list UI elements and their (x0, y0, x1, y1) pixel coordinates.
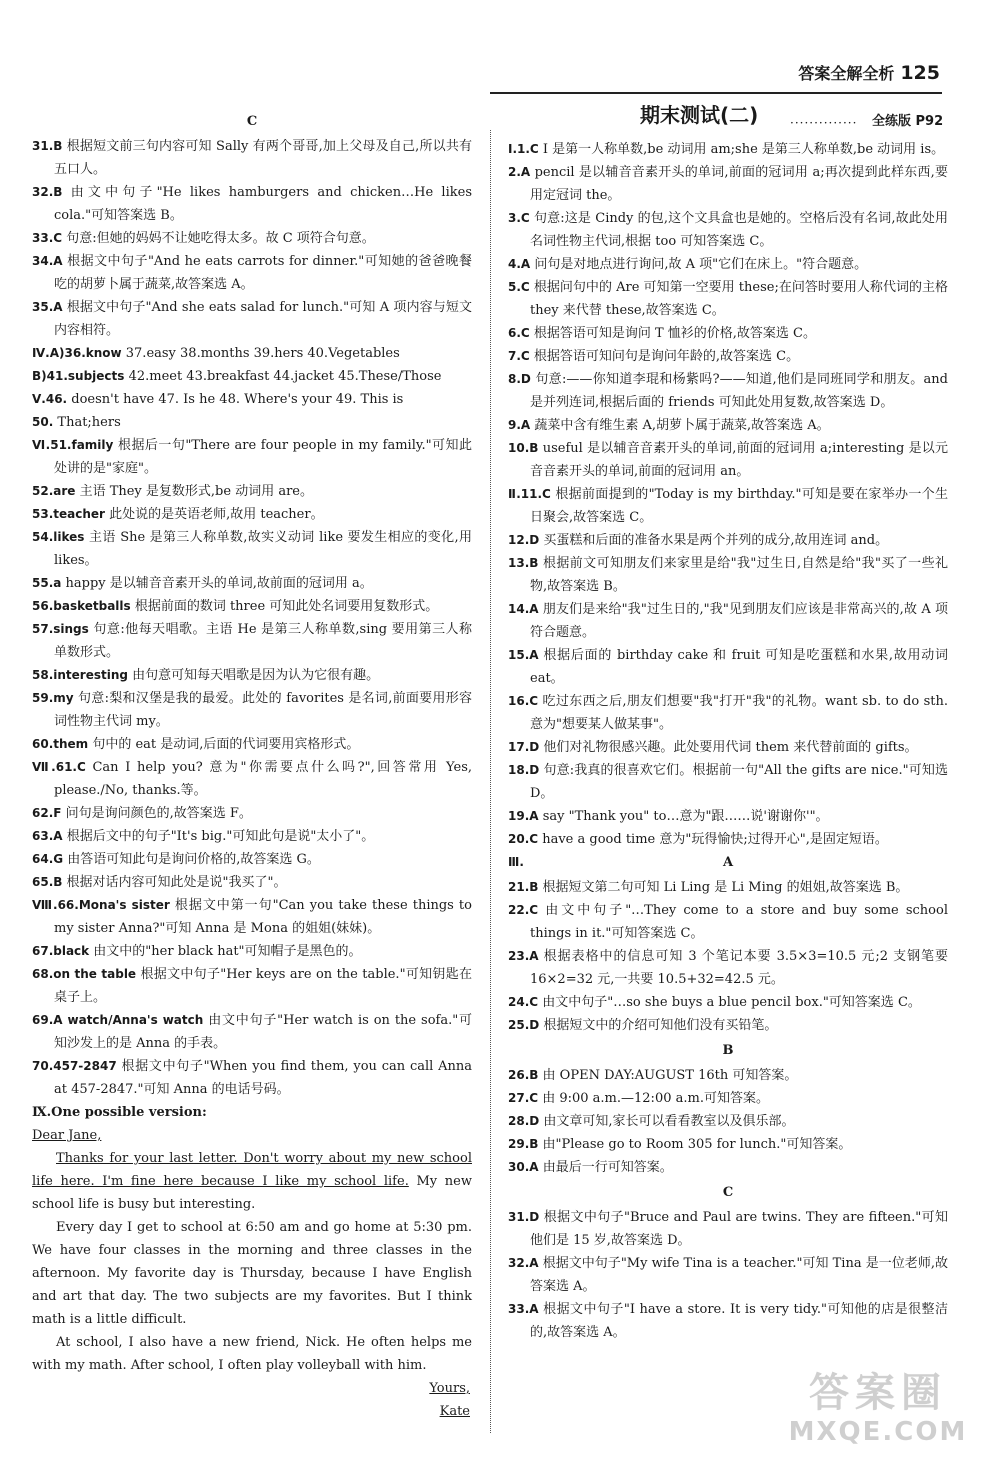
answer-number: 30.A (508, 1160, 539, 1174)
answer-number: 67.black (32, 944, 90, 958)
answer-explanation: 由文中句子"…so she buys a blue pencil box."可知答案选 C。 (542, 995, 921, 1010)
answer-number: 15.A (508, 648, 539, 662)
answer-explanation: 根据后面的 birthday cake 和 fruit 可知是吃蛋糕和水果,故用动词 eat。 (530, 648, 948, 686)
answer-explanation: 由句意可知每天唱歌是因为认为它很有趣。 (132, 668, 380, 683)
section-heading: C (246, 114, 258, 129)
answer-explanation: say "Thank you" to…意为"跟……说'谢谢你'"。 (542, 809, 829, 824)
answer-explanation: 他们对礼物很感兴趣。此处要用代词 them 来代替前面的 gifts。 (543, 740, 918, 755)
exam-title: 期末测试(二) (640, 103, 759, 127)
answer-item (508, 876, 948, 899)
answer-number: 68.on the table (32, 967, 137, 981)
answer-explanation: 朋友们是来给"我"过生日的,"我"见到朋友们应该是非常高兴的,故 A 项符合题意。 (530, 602, 948, 640)
letter-paragraph-2: Every day I get to school at 6:50 am and go home at 5:30 pm. We have four classes in the morning and three classes in the afternoon. My favorite day is Thursday, because I have English and art that day. The two subjects are my favorites. But I think math is a little difficult. (32, 1220, 472, 1327)
answer-explanation: 由 9:00 a.m.—12:00 a.m.可知答案。 (542, 1091, 769, 1106)
letter-paragraph-1 (32, 1147, 472, 1216)
writing-heading: Ⅸ.One possible version: (32, 1105, 207, 1120)
answer-explanation: 由文章可知,家长可以看看教室以及俱乐部。 (543, 1114, 795, 1129)
writing-section (32, 1101, 472, 1423)
page-header (798, 62, 940, 85)
answer-item (508, 598, 948, 644)
answer-number: 18.D (508, 763, 540, 777)
answer-number: 26.B (508, 1068, 539, 1082)
answer-number: 28.D (508, 1114, 540, 1128)
answer-item (508, 207, 948, 253)
answer-number: 3.C (508, 211, 530, 225)
answer-list-reading-b (508, 1064, 948, 1179)
answer-item (32, 595, 472, 618)
answer-number: 29.B (508, 1137, 539, 1151)
answer-item (508, 161, 948, 207)
answer-item (508, 1298, 948, 1344)
answer-explanation: happy 是以辅音音素开头的单词,故前面的冠词用 a。 (65, 576, 373, 591)
answer-item (32, 802, 472, 825)
answer-explanation: 根据对话内容可知此处是说"我买了"。 (66, 875, 287, 890)
answer-explanation: 根据表格中的信息可知 3 个笔记本要 3.5×3=10.5 元;2 支钢笔要 16×2=32 元,一共要 10.5+32=42.5 元。 (530, 949, 949, 987)
answer-number: 23.A (508, 949, 539, 963)
exam-reference: 全练版 P92 (872, 114, 944, 129)
answer-item (508, 345, 948, 368)
answer-number: 32.B (32, 185, 63, 199)
section-heading-c: C (722, 1185, 734, 1200)
answer-explanation: pencil 是以辅音音素开头的单词,前面的冠词用 a;再次提到此样东西,要用定冠词 the。 (530, 165, 948, 203)
answer-item (32, 388, 472, 411)
answer-item (32, 526, 472, 572)
answer-explanation: 根据后一句"There are four people in my family."可知此处讲的是"家庭"。 (54, 438, 472, 476)
answer-list-part-1-2 (508, 138, 948, 851)
answer-item (32, 250, 472, 296)
section-3-number: Ⅲ. (508, 855, 524, 869)
answer-item (32, 135, 472, 181)
answer-explanation: 根据答语可知问句是询问年龄的,故答案选 C。 (533, 349, 800, 364)
answer-explanation: 37.easy 38.months 39.hers 40.Vegetables (125, 346, 400, 361)
page-number: 125 (900, 62, 940, 84)
answer-number: B)41.subjects (32, 369, 125, 383)
answer-item (32, 181, 472, 227)
answer-item (508, 1110, 948, 1133)
answer-explanation: 根据文中句子"My wife Tina is a teacher."可知 Tina 是一位老师,故答案选 A。 (530, 1256, 948, 1294)
answer-item (508, 138, 948, 161)
answer-explanation: 根据文中第一句"Can you take these things to my sister Anna?"可知 Anna 是 Mona 的姐姐(妹妹)。 (54, 898, 472, 936)
answer-explanation: 买蛋糕和后面的准备水果是两个并列的成分,故用连词 and。 (543, 533, 889, 548)
answer-number: 65.B (32, 875, 63, 889)
answer-explanation: 根据短文中的介绍可知他们没有买铅笔。 (543, 1018, 778, 1033)
answer-explanation: 蔬菜中含有维生素 A,胡萝卜属于蔬菜,故答案选 A。 (534, 418, 830, 433)
answer-number: 17.D (508, 740, 540, 754)
answer-item (32, 825, 472, 848)
letter-closing-text: Yours, (429, 1381, 470, 1396)
watermark-url: MXQE.COM (788, 1417, 968, 1447)
answer-explanation: 由最后一行可知答案。 (542, 1160, 673, 1175)
answer-number: 32.A (508, 1256, 539, 1270)
watermark-text: 答案圈 (809, 1370, 947, 1416)
answer-number: 33.A (508, 1302, 539, 1316)
answer-number: 34.A (32, 254, 63, 268)
watermark-logo (778, 1369, 978, 1459)
answer-number: Ⅰ.1.C (508, 142, 539, 156)
title-spacer (508, 112, 948, 138)
answer-item (32, 365, 472, 388)
answer-explanation: 根据前面的数词 three 可知此处名词要用复数形式。 (134, 599, 439, 614)
letter-signature (32, 1400, 472, 1423)
answer-number: 10.B (508, 441, 539, 455)
answer-explanation: 根据文中句子"When you find them, you can call Anna at 457-2847."可知 Anna 的电话号码。 (54, 1059, 472, 1097)
answer-explanation: 句意:但她的妈妈不让她吃得太多。故 C 项符合句意。 (66, 231, 375, 246)
answer-item (508, 1133, 948, 1156)
answer-item (508, 1252, 948, 1298)
letter-paragraph-3: At school, I also have a new friend, Nick. He often helps me with my math. After school, I often play volleyball with him. (32, 1335, 472, 1373)
answer-explanation: 句意:我真的很喜欢它们。根据前一句"All the gifts are nice."可知选 D。 (530, 763, 948, 801)
answer-item (508, 1014, 948, 1037)
answer-item (508, 253, 948, 276)
answer-item (32, 848, 472, 871)
answer-item (508, 759, 948, 805)
answer-number: 33.C (32, 231, 63, 245)
answer-item (508, 322, 948, 345)
answer-item (508, 736, 948, 759)
answer-number: 31.B (32, 139, 63, 153)
answer-item (32, 503, 472, 526)
answer-item (508, 644, 948, 690)
answer-number: 22.C (508, 903, 539, 917)
answer-item (32, 664, 472, 687)
answer-number: 62.F (32, 806, 62, 820)
answer-number: 58.interesting (32, 668, 128, 682)
header-rule (490, 92, 942, 94)
exam-title-dots: ·············· (790, 116, 858, 130)
answer-number: 59.my (32, 691, 74, 705)
answer-explanation: 句意:他每天唱歌。主语 He 是第三人称单数,sing 要用第三人称单数形式。 (54, 622, 472, 660)
answer-explanation: 句意:梨和汉堡是我的最爱。此处的 favorites 是名词,前面要用形容词性物主代词 my。 (54, 691, 472, 729)
answer-item (32, 227, 472, 250)
answer-item (32, 1009, 472, 1055)
letter-paragraph-1-rest: My new school life is busy but interesting. (32, 1174, 472, 1212)
answer-number: 24.C (508, 995, 539, 1009)
answer-explanation: 由文中的"her black hat"可知帽子是黑色的。 (93, 944, 362, 959)
answer-number: 64.G (32, 852, 64, 866)
answer-item (508, 529, 948, 552)
answer-explanation: 根据文中句子"Bruce and Paul are twins. They are fifteen."可知他们是 15 岁,故答案选 D。 (530, 1210, 948, 1248)
answer-item (508, 690, 948, 736)
answer-number: 4.A (508, 257, 531, 271)
answer-explanation: 根据前面提到的"Today is my birthday."可知是要在家举办一个生日聚会,故答案选 C。 (530, 487, 949, 525)
answer-item (32, 733, 472, 756)
answer-explanation: Can I help you? 意为"你需要点什么吗?",回答常用 Yes, please./No, thanks.等。 (54, 760, 473, 798)
answer-explanation: 由文中句子"He likes hamburgers and chicken…He likes cola."可知答案选 B。 (54, 185, 472, 223)
answer-item (32, 1055, 472, 1101)
answer-list-reading-c (508, 1206, 948, 1344)
answer-item (508, 368, 948, 414)
answer-number: 9.A (508, 418, 531, 432)
answer-number: Ⅷ.66.Mona's sister (32, 898, 170, 912)
answer-number: 14.A (508, 602, 539, 616)
letter-underlined-sentence: Thanks for your last letter. Don't worry about my new school life here. I'm fine here because I like my school life. (32, 1151, 472, 1189)
answer-explanation: 根据短文第二句可知 Li Ling 是 Li Ming 的姐姐,故答案选 B。 (542, 880, 909, 895)
answer-number: 52.are (32, 484, 76, 498)
answer-explanation: 根据文中句子"And he eats carrots for dinner."可知她的爸爸晚餐吃的胡萝卜属于蔬菜,故答案选 A。 (54, 254, 472, 292)
answer-item (32, 411, 472, 434)
answer-number: 12.D (508, 533, 540, 547)
answer-explanation: 此处说的是英语老师,故用 teacher。 (109, 507, 324, 522)
answer-number: 21.B (508, 880, 539, 894)
answer-item (32, 296, 472, 342)
answer-explanation: 根据前文可知朋友们来家里是给"我"过生日,自然是给"我"买了一些礼物,故答案选 B。 (530, 556, 948, 594)
answer-explanation: 主语 They 是复数形式,be 动词用 are。 (79, 484, 313, 499)
answer-number: 13.B (508, 556, 539, 570)
header-title: 答案全解全析 (798, 64, 895, 83)
answer-item (508, 276, 948, 322)
answer-explanation: 由文中句子"…They come to a store and buy some school things in it."可知答案选 C。 (530, 903, 948, 941)
answer-number: 69.A watch/Anna's watch (32, 1013, 204, 1027)
answer-explanation: 根据后文中的句子"It's big."可知此句是说"太小了"。 (66, 829, 375, 844)
answer-number: 19.A (508, 809, 539, 823)
answer-number: 2.A (508, 165, 531, 179)
answer-item (32, 342, 472, 365)
answer-explanation: 根据问句中的 Are 可知第一空要用 these;在问答时要用人称代词的主格 they 来代替 these,故答案选 C。 (530, 280, 948, 318)
answer-item (508, 899, 948, 945)
answer-explanation: 问句是询问颜色的,故答案选 F。 (65, 806, 252, 821)
answer-number: 60.them (32, 737, 89, 751)
answer-explanation: 主语 She 是第三人称单数,故实义动词 like 要发生相应的变化,用 likes。 (54, 530, 472, 568)
answer-explanation: That;hers (57, 415, 121, 430)
answer-explanation: 根据文中句子"I have a store. It is very tidy."可知他的店是很整洁的,故答案选 A。 (530, 1302, 948, 1340)
section-heading-b: B (722, 1043, 734, 1058)
answer-number: 25.D (508, 1018, 540, 1032)
answer-number: 55.a (32, 576, 62, 590)
answer-number: Ⅱ.11.C (508, 487, 551, 501)
answer-number: 7.C (508, 349, 530, 363)
answer-explanation: 42.meet 43.breakfast 44.jacket 45.These/Those (128, 369, 442, 384)
answer-item (508, 1087, 948, 1110)
answer-item (32, 894, 472, 940)
answer-item (32, 871, 472, 894)
answer-item (508, 805, 948, 828)
answer-explanation: 吃过东西之后,朋友们想要"我"打开"我"的礼物。want sb. to do sth.意为"想要某人做某事"。 (530, 694, 949, 732)
answer-explanation: 由"Please go to Room 305 for lunch."可知答案。 (542, 1137, 852, 1152)
answer-item (508, 991, 948, 1014)
answer-number: 63.A (32, 829, 63, 843)
answer-item (32, 687, 472, 733)
answer-number: 56.basketballs (32, 599, 131, 613)
answer-explanation: 根据答语可知是询问 T 恤衫的价格,故答案选 C。 (533, 326, 817, 341)
answer-explanation: useful 是以辅音音素开头的单词,前面的冠词用 a;interesting 是以元音音素开头的单词,前面的冠词用 an。 (530, 441, 948, 479)
column-divider (490, 130, 491, 1433)
answer-item (32, 434, 472, 480)
answer-item (32, 618, 472, 664)
answer-number: 70.457-2847 (32, 1059, 117, 1073)
answer-item (508, 1206, 948, 1252)
answer-number: 27.C (508, 1091, 539, 1105)
answer-item (32, 480, 472, 503)
answer-explanation: 由 OPEN DAY:AUGUST 16th 可知答案。 (542, 1068, 798, 1083)
answer-item (32, 572, 472, 595)
answer-number: 50. (32, 415, 54, 429)
letter-signature-name: Kate (439, 1404, 470, 1419)
answer-number: 54.likes (32, 530, 85, 544)
answer-item (508, 552, 948, 598)
answer-number: Ⅶ.61.C (32, 760, 86, 774)
answer-number: Ⅳ.A)36.know (32, 346, 122, 360)
answer-explanation: 由文中句子"Her watch is on the sofa."可知沙发上的是 Anna 的手表。 (54, 1013, 472, 1051)
answer-item (508, 1064, 948, 1087)
answer-item (32, 756, 472, 802)
answer-explanation: 由答语可知此句是询问价格的,故答案选 G。 (67, 852, 320, 867)
answer-item (32, 940, 472, 963)
answer-number: 6.C (508, 326, 530, 340)
answer-number: 16.C (508, 694, 539, 708)
answer-explanation: 句意:——你知道李琨和杨紫吗?——知道,他们是同班同学和朋友。and 是并列连词,根据后面的 friends 可知此处用复数,故答案选 D。 (530, 372, 948, 410)
answer-explanation: 句意:这是 Cindy 的包,这个文具盒也是她的。空格后没有名词,故此处用名词性物主代词,根据 too 可知答案选 C。 (530, 211, 948, 249)
answer-item (508, 945, 948, 991)
answer-item (508, 483, 948, 529)
answer-explanation: 根据短文前三句内容可知 Sally 有两个哥哥,加上父母及自己,所以共有五口人。 (54, 139, 472, 177)
answer-item (508, 437, 948, 483)
section-heading-a: A (722, 855, 734, 870)
letter-closing (32, 1377, 472, 1400)
answer-item (32, 963, 472, 1009)
answer-number: 8.D (508, 372, 531, 386)
answer-number: 35.A (32, 300, 63, 314)
answer-item (508, 1156, 948, 1179)
letter-greeting (32, 1124, 472, 1147)
answer-number: Ⅵ.51.family (32, 438, 114, 452)
left-column (32, 108, 472, 1423)
answer-explanation: 根据文中句子"And she eats salad for lunch."可知 A 项内容与短文内容相符。 (54, 300, 472, 338)
letter-greeting-text: Dear Jane, (32, 1128, 102, 1143)
right-column (508, 112, 948, 1344)
answer-explanation: have a good time 意为"玩得愉快;过得开心",是固定短语。 (542, 832, 888, 847)
answer-explanation: 根据文中句子"Her keys are on the table."可知钥匙在桌子上。 (54, 967, 472, 1005)
answer-item (508, 414, 948, 437)
answer-explanation: I 是第一人称单数,be 动词用 am;she 是第三人称单数,be 动词用 is。 (542, 142, 945, 157)
answer-number: 53.teacher (32, 507, 105, 521)
answer-number: 31.D (508, 1210, 540, 1224)
answer-list-reading-a (508, 876, 948, 1037)
answer-number: 20.C (508, 832, 539, 846)
answer-list-left (32, 135, 472, 1101)
answer-explanation: 问句是对地点进行询问,故 A 项"它们在床上。"符合题意。 (534, 257, 868, 272)
answer-item (508, 828, 948, 851)
answer-number: Ⅴ.46. (32, 392, 68, 406)
answer-number: 57.sings (32, 622, 89, 636)
answer-explanation: 句中的 eat 是动词,后面的代词要用宾格形式。 (92, 737, 360, 752)
answer-number: 5.C (508, 280, 530, 294)
answer-explanation: doesn't have 47. Is he 48. Where's your 49. This is (71, 392, 404, 407)
